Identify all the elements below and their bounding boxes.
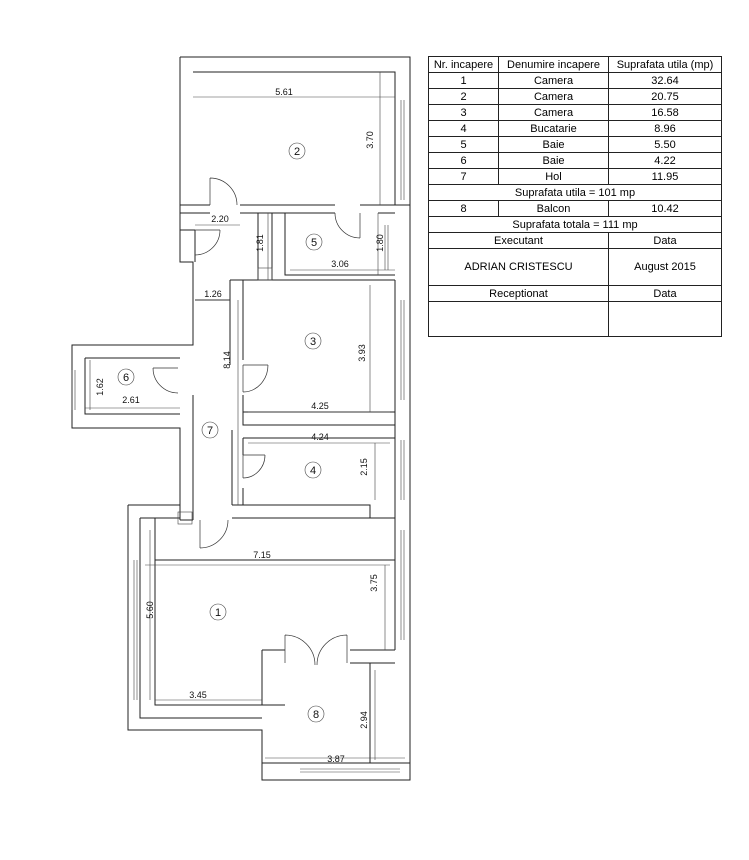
room-area: 5.50 — [609, 137, 722, 153]
outer-walls — [72, 57, 410, 780]
dim-room3-width: 4.25 — [311, 401, 329, 411]
dim-room3-height: 3.93 — [357, 344, 367, 362]
room-number: 1 — [429, 73, 499, 89]
room-number: 3 — [429, 105, 499, 121]
room-marker-4 — [305, 462, 321, 478]
svg-text:8: 8 — [312, 709, 320, 721]
room-name: Hol — [499, 169, 609, 185]
table-row — [429, 89, 722, 105]
balcony-row — [429, 201, 722, 217]
table-row — [429, 169, 722, 185]
table-row — [429, 73, 722, 89]
room-legend-table — [428, 56, 722, 337]
dim-hall2-width: 1.26 — [204, 289, 222, 299]
dim-room6-height: 1.62 — [95, 378, 105, 396]
room-number: 6 — [429, 153, 499, 169]
received-row — [429, 302, 722, 337]
received-date-label: Data — [609, 286, 722, 302]
dim-room6-width: 2.61 — [122, 395, 140, 405]
dim-room8-width: 3.87 — [327, 754, 345, 764]
room-area: 8.96 — [609, 121, 722, 137]
dim-room1-width: 7.15 — [253, 550, 271, 560]
useful-area-total-row — [429, 185, 722, 201]
room-name: Bucatarie — [499, 121, 609, 137]
dim-hall-height: 1.81 — [255, 234, 265, 252]
room-number: 8 — [429, 201, 499, 217]
dim-room8-height: 2.94 — [359, 711, 369, 729]
room-marker-7 — [202, 422, 218, 438]
received-header-row — [429, 286, 722, 302]
table-row — [429, 105, 722, 121]
received-label: Receptionat — [429, 286, 609, 302]
svg-text:1: 1 — [214, 607, 222, 619]
room-number: 4 — [429, 121, 499, 137]
room-marker-2 — [289, 143, 305, 159]
room-area: 11.95 — [609, 169, 722, 185]
room-marker-3 — [305, 333, 321, 349]
dimension-lines — [85, 72, 405, 760]
svg-text:7: 7 — [206, 425, 214, 437]
executant-row — [429, 249, 722, 286]
dim-hall-length: 8.14 — [222, 351, 232, 369]
svg-text:6: 6 — [122, 372, 130, 384]
dim-room1-height-total: 5.60 — [145, 601, 155, 619]
room-name: Baie — [499, 137, 609, 153]
room-area: 20.75 — [609, 89, 722, 105]
room-name: Camera — [499, 105, 609, 121]
svg-text:4: 4 — [309, 465, 317, 477]
date-label: Data — [609, 233, 722, 249]
room-area: 32.64 — [609, 73, 722, 89]
dim-room5-width: 3.06 — [331, 259, 349, 269]
executant-label: Executant — [429, 233, 609, 249]
grand-total-row — [429, 217, 722, 233]
dim-hall-width: 2.20 — [211, 214, 229, 224]
room-marker-8 — [308, 706, 324, 722]
room-area: 4.22 — [609, 153, 722, 169]
dim-room4-height: 2.15 — [359, 458, 369, 476]
dim-room4-width: 4.24 — [311, 432, 329, 442]
dim-room2-height: 3.70 — [365, 131, 375, 149]
svg-text:5: 5 — [310, 237, 318, 249]
header-room-area: Suprafata utila (mp) — [609, 57, 722, 73]
received-signature-cell — [429, 302, 609, 337]
room-number: 7 — [429, 169, 499, 185]
room-name: Baie — [499, 153, 609, 169]
room-markers — [118, 143, 324, 722]
dim-room1-width-partial: 3.45 — [189, 690, 207, 700]
executant-date: August 2015 — [609, 249, 722, 286]
table-row — [429, 121, 722, 137]
grand-total: Suprafata totala = 111 mp — [429, 217, 722, 233]
room-number: 2 — [429, 89, 499, 105]
header-room-number: Nr. incapere — [429, 57, 499, 73]
room-name: Balcon — [499, 201, 609, 217]
room-area: 16.58 — [609, 105, 722, 121]
room-marker-5 — [306, 234, 322, 250]
room-name: Camera — [499, 73, 609, 89]
room-number: 5 — [429, 137, 499, 153]
executant-header-row — [429, 233, 722, 249]
room-marker-1 — [210, 604, 226, 620]
table-row — [429, 137, 722, 153]
svg-text:3: 3 — [309, 336, 317, 348]
table-row — [429, 153, 722, 169]
room-name: Camera — [499, 89, 609, 105]
dim-room5-height: 1.80 — [375, 234, 385, 252]
interior-walls — [72, 100, 410, 772]
dim-room1-height: 3.75 — [369, 574, 379, 592]
received-date-cell — [609, 302, 722, 337]
header-room-name: Denumire incapere — [499, 57, 609, 73]
dim-room2-width: 5.61 — [275, 87, 293, 97]
svg-text:2: 2 — [293, 146, 301, 158]
room-area: 10.42 — [609, 201, 722, 217]
executant-name: ADRIAN CRISTESCU — [429, 249, 609, 286]
room-marker-6 — [118, 369, 134, 385]
legend-header-row — [429, 57, 722, 73]
useful-area-total: Suprafata utila = 101 mp — [429, 185, 722, 201]
